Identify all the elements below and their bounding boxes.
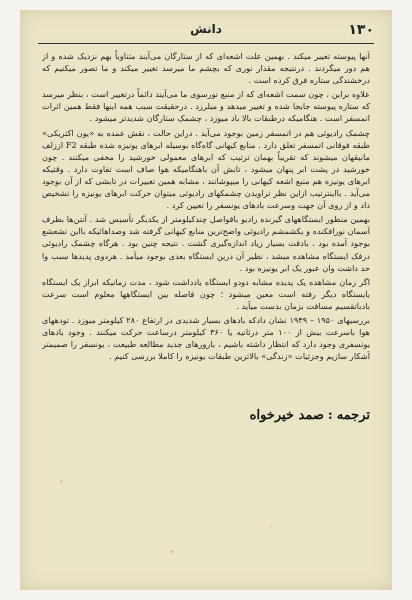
paper-stain <box>170 550 174 553</box>
running-title: دانش <box>190 22 222 36</box>
paragraph: بررسیهای ۱۹۵۰ – ۱۹۴۹ نشان دادکه بادهای بسیار شدیدی در ارتفاع ۲۸۰ کیلومتر میوزد . تودههای هوا باسرعت بیش از ۱۰۰ متر درثانیه یا ۳۶۰ کیلومتر درساعت حرکت میکنند . وجود بادهای یونسفری وجود دارد که انتظار داشته باشیم ، بارورهای جدید مطالعه طبیعت ، یونسفر را صمیمتر آشکار سازیم وجزئیات «زندگی» بالاترین طبقات یونیزه را کاملا بررسی کنیم . <box>42 314 370 362</box>
paper-stain <box>60 480 63 483</box>
page-number: ۱۳۰ <box>348 22 374 38</box>
paragraph: آنها پیوسته تغییر میکند . بهمین علت اشعه‌ای که از ستارگان می‌آیند متناوباً بهم نزدیک شده و از هم دور میگردند . درنتیجه مقدار نوری که بچشم ما میرسد تغییر میکند و ما تصور میکنیم که درخشندگی ستاره فرق کرده است . <box>42 51 370 86</box>
credit-label: ترجمه <box>336 408 370 423</box>
page-header <box>38 22 374 40</box>
article-body <box>42 50 370 410</box>
paragraph: بهمین منظور ایستگاههای گیرنده رادیو باقواصل چندکیلومتر از یکدیگر تأسیس شد . آنتن‌ها بطرف آسمان نورافکنده و یکشمشم رادیوئی واضح‌ترین منابع کیهانی گرفته شد وصدا‌هائیکه بااین تشعشع بوجود آمده بود ، بادقت بسیار زیاد اندازه‌گیری گشت . نتیجه چنین بود . هرگاه چشمک رادیوئی درفک ایستگاه مشاهده میشد ، نظیر آن درین ایستگاه بعدی بوجود میآمد . هردوی پدیدها سبب وا حد داشت وان عبور یک ابر یونیزه بود . <box>42 214 370 273</box>
printed-page <box>20 10 392 590</box>
translator-credit <box>250 408 370 423</box>
paper-stain <box>270 525 272 527</box>
paragraph: چشمک رادیوئی هم در اتمسفر زمین بوجود می‌آید . دراین حالت ، نقش عمده به «یون اکتریکی» طبقه فوقانی اتمسفر تعلق دارد . منابع کیهانی گاه‌گاه بوسیله ابرهای یونیزه شده طبقه F2 اززلف مانیقهان میشوند که تقریباً بهمان ترتیب که ابرهای معمولی خورشید را مخفی میکنند . چون خورشید در پشت ابر پنهان میشود ، تابش آن باهنگامیکه هوا صاف است تفاوت دارد . وقتیکه ابرهای یونیزه هم منبع اشعه کیهانی را میپوشانند ، مشابه همین تغییرات در تابشی که از آن بوجود می‌آید . بااینترتیب ازاین نظر تراویدن چشمکهای رادیوئی میتوان حرکت ابرهای یونیزه را تشخیص داد و از روی آن جهت وسرعت بادهای یونسفر را تعیین کرد . <box>42 127 370 211</box>
paragraph: اگر زمان مشاهده یک پدیده مشابه دودو ایستگاه یادداشت شود ، مدت زمانیکه ابراز یک ایستگاه بایستگاه دیگر رفته است معین میشود ؛ چون فاصله بین ایستگاهها معلوم است سرعت بادباتقسیم مسافت بزمان بدست میآید . <box>42 276 370 311</box>
header-divider <box>38 43 374 44</box>
paragraph: علاوه براین ، چون سمت اشعه‌ای که از منبع نورسوی ما می‌آیند دائماً درتغییر است ، بنظر میرسد که ستاره پیوسته جابجا شده و تغییر میدهد و میلرزد . درحقیقت سبب همه اینها فقط همین اثرات اتمسفر است . هنگامیکه درطبقات بالا باد میوزد ، چشمک ستارگان شدیدتر میشود . <box>42 89 370 124</box>
credit-separator: : <box>327 408 333 423</box>
translator-name: صمد خیرخواه <box>249 408 324 423</box>
